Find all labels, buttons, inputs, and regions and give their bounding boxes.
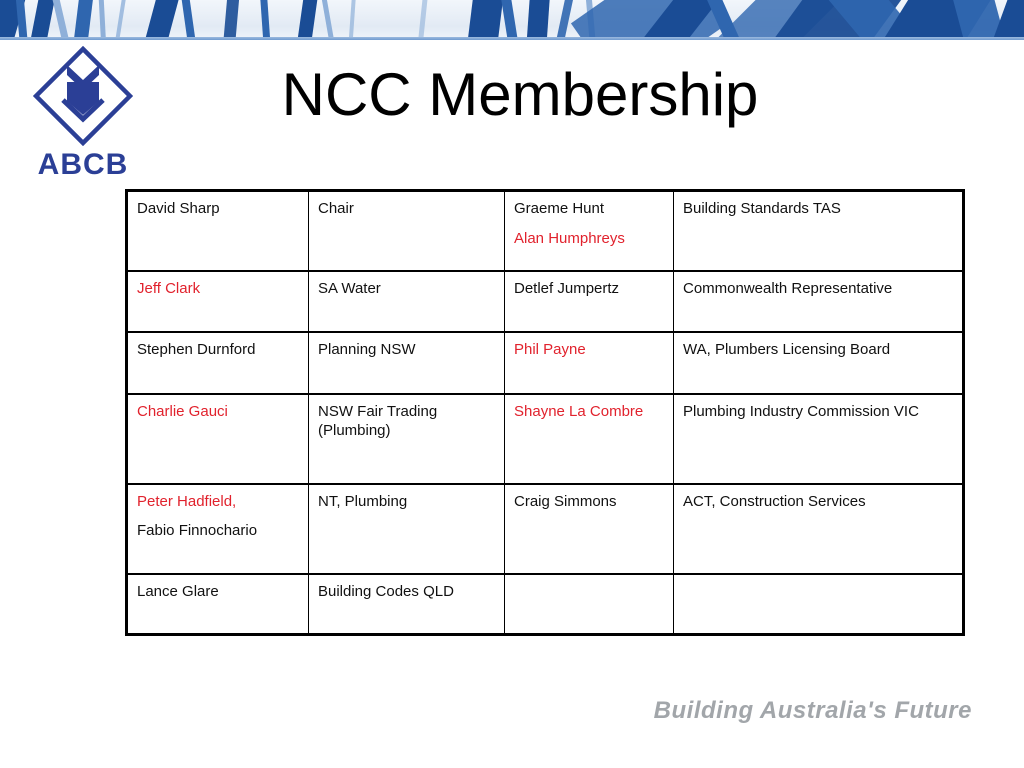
table-cell (127, 394, 309, 484)
table-cell (309, 271, 505, 332)
abcb-diamond-icon (33, 46, 133, 146)
table-cell (309, 191, 505, 271)
abcb-logo (28, 46, 138, 182)
banner-beam (176, 0, 202, 38)
header-banner-image (0, 0, 1024, 38)
banner-beam (315, 0, 342, 38)
table-cell (505, 332, 674, 394)
member-name-highlighted: Peter Hadfield, (137, 492, 237, 510)
cell-text: Building Codes QLD (318, 582, 454, 600)
member-name-highlighted: Jeff Clark (137, 279, 201, 297)
table-row (127, 271, 964, 332)
table-cell (309, 574, 505, 635)
banner-divider (0, 37, 1024, 40)
cell-text: NT, Plumbing (318, 492, 408, 510)
table-cell (309, 394, 505, 484)
cell-text: ACT, Construction Services (683, 492, 866, 510)
cell-text: Planning NSW (318, 340, 416, 358)
table-cell (127, 271, 309, 332)
table-cell (127, 191, 309, 271)
banner-beam (97, 0, 109, 38)
banner-beam (219, 0, 242, 38)
banner-beam (462, 0, 508, 38)
table-cell (505, 271, 674, 332)
cell-text: Commonwealth Representative (683, 279, 893, 297)
table-cell (309, 484, 505, 574)
cell-text: Detlef Jumpertz (514, 279, 620, 297)
cell-text: SA Water (318, 279, 381, 297)
page-title: NCC Membership (281, 61, 759, 128)
table-row (127, 484, 964, 574)
membership-table-container (125, 189, 965, 636)
cell-text: Craig Simmons (514, 492, 617, 510)
member-name-highlighted: Phil Payne (514, 340, 586, 358)
table-cell (127, 574, 309, 635)
cell-text: Building Standards TAS (683, 200, 841, 217)
table-cell (674, 574, 964, 635)
table-cell (127, 332, 309, 394)
membership-table (125, 189, 965, 636)
table-cell (674, 332, 964, 394)
banner-beam (134, 0, 189, 38)
table-cell (505, 394, 674, 484)
cell-text: Graeme Hunt (514, 200, 605, 217)
table-row (127, 332, 964, 394)
members-table-body (127, 191, 964, 635)
banner-beam (345, 0, 358, 38)
table-row (127, 574, 964, 635)
cell-text: Plumbing Industry Commission VIC (683, 402, 919, 420)
cell-text: Chair (318, 200, 354, 217)
table-cell (505, 574, 674, 635)
member-name-highlighted: Shayne La Combre (514, 402, 644, 420)
cell-text: David Sharp (137, 200, 220, 217)
table-cell (127, 484, 309, 574)
cell-text: Stephen Durnford (137, 340, 256, 358)
table-cell (674, 394, 964, 484)
table-cell (505, 484, 674, 574)
table-cell (505, 191, 674, 271)
cell-text: Fabio Finnochario (137, 522, 258, 539)
table-cell (674, 484, 964, 574)
member-name-highlighted: Charlie Gauci (137, 402, 228, 420)
table-cell (309, 332, 505, 394)
table-cell (674, 271, 964, 332)
cell-text: NSW Fair Trading (Plumbing) (318, 402, 438, 439)
banner-beam (108, 0, 132, 38)
abcb-logo-text: ABCB (37, 148, 129, 181)
banner-beam (68, 0, 98, 38)
banner-beam (257, 0, 273, 38)
cell-text: WA, Plumbers Licensing Board (683, 340, 891, 358)
banner-beam (413, 0, 432, 38)
banner-beam (291, 0, 323, 38)
table-row (127, 191, 964, 271)
member-name-highlighted: Alan Humphreys (514, 229, 625, 247)
table-cell (674, 191, 964, 271)
cell-text: Lance Glare (137, 582, 219, 600)
tagline-text: Building Australia's Future (653, 697, 972, 724)
banner-beam (523, 0, 552, 38)
table-row (127, 394, 964, 484)
